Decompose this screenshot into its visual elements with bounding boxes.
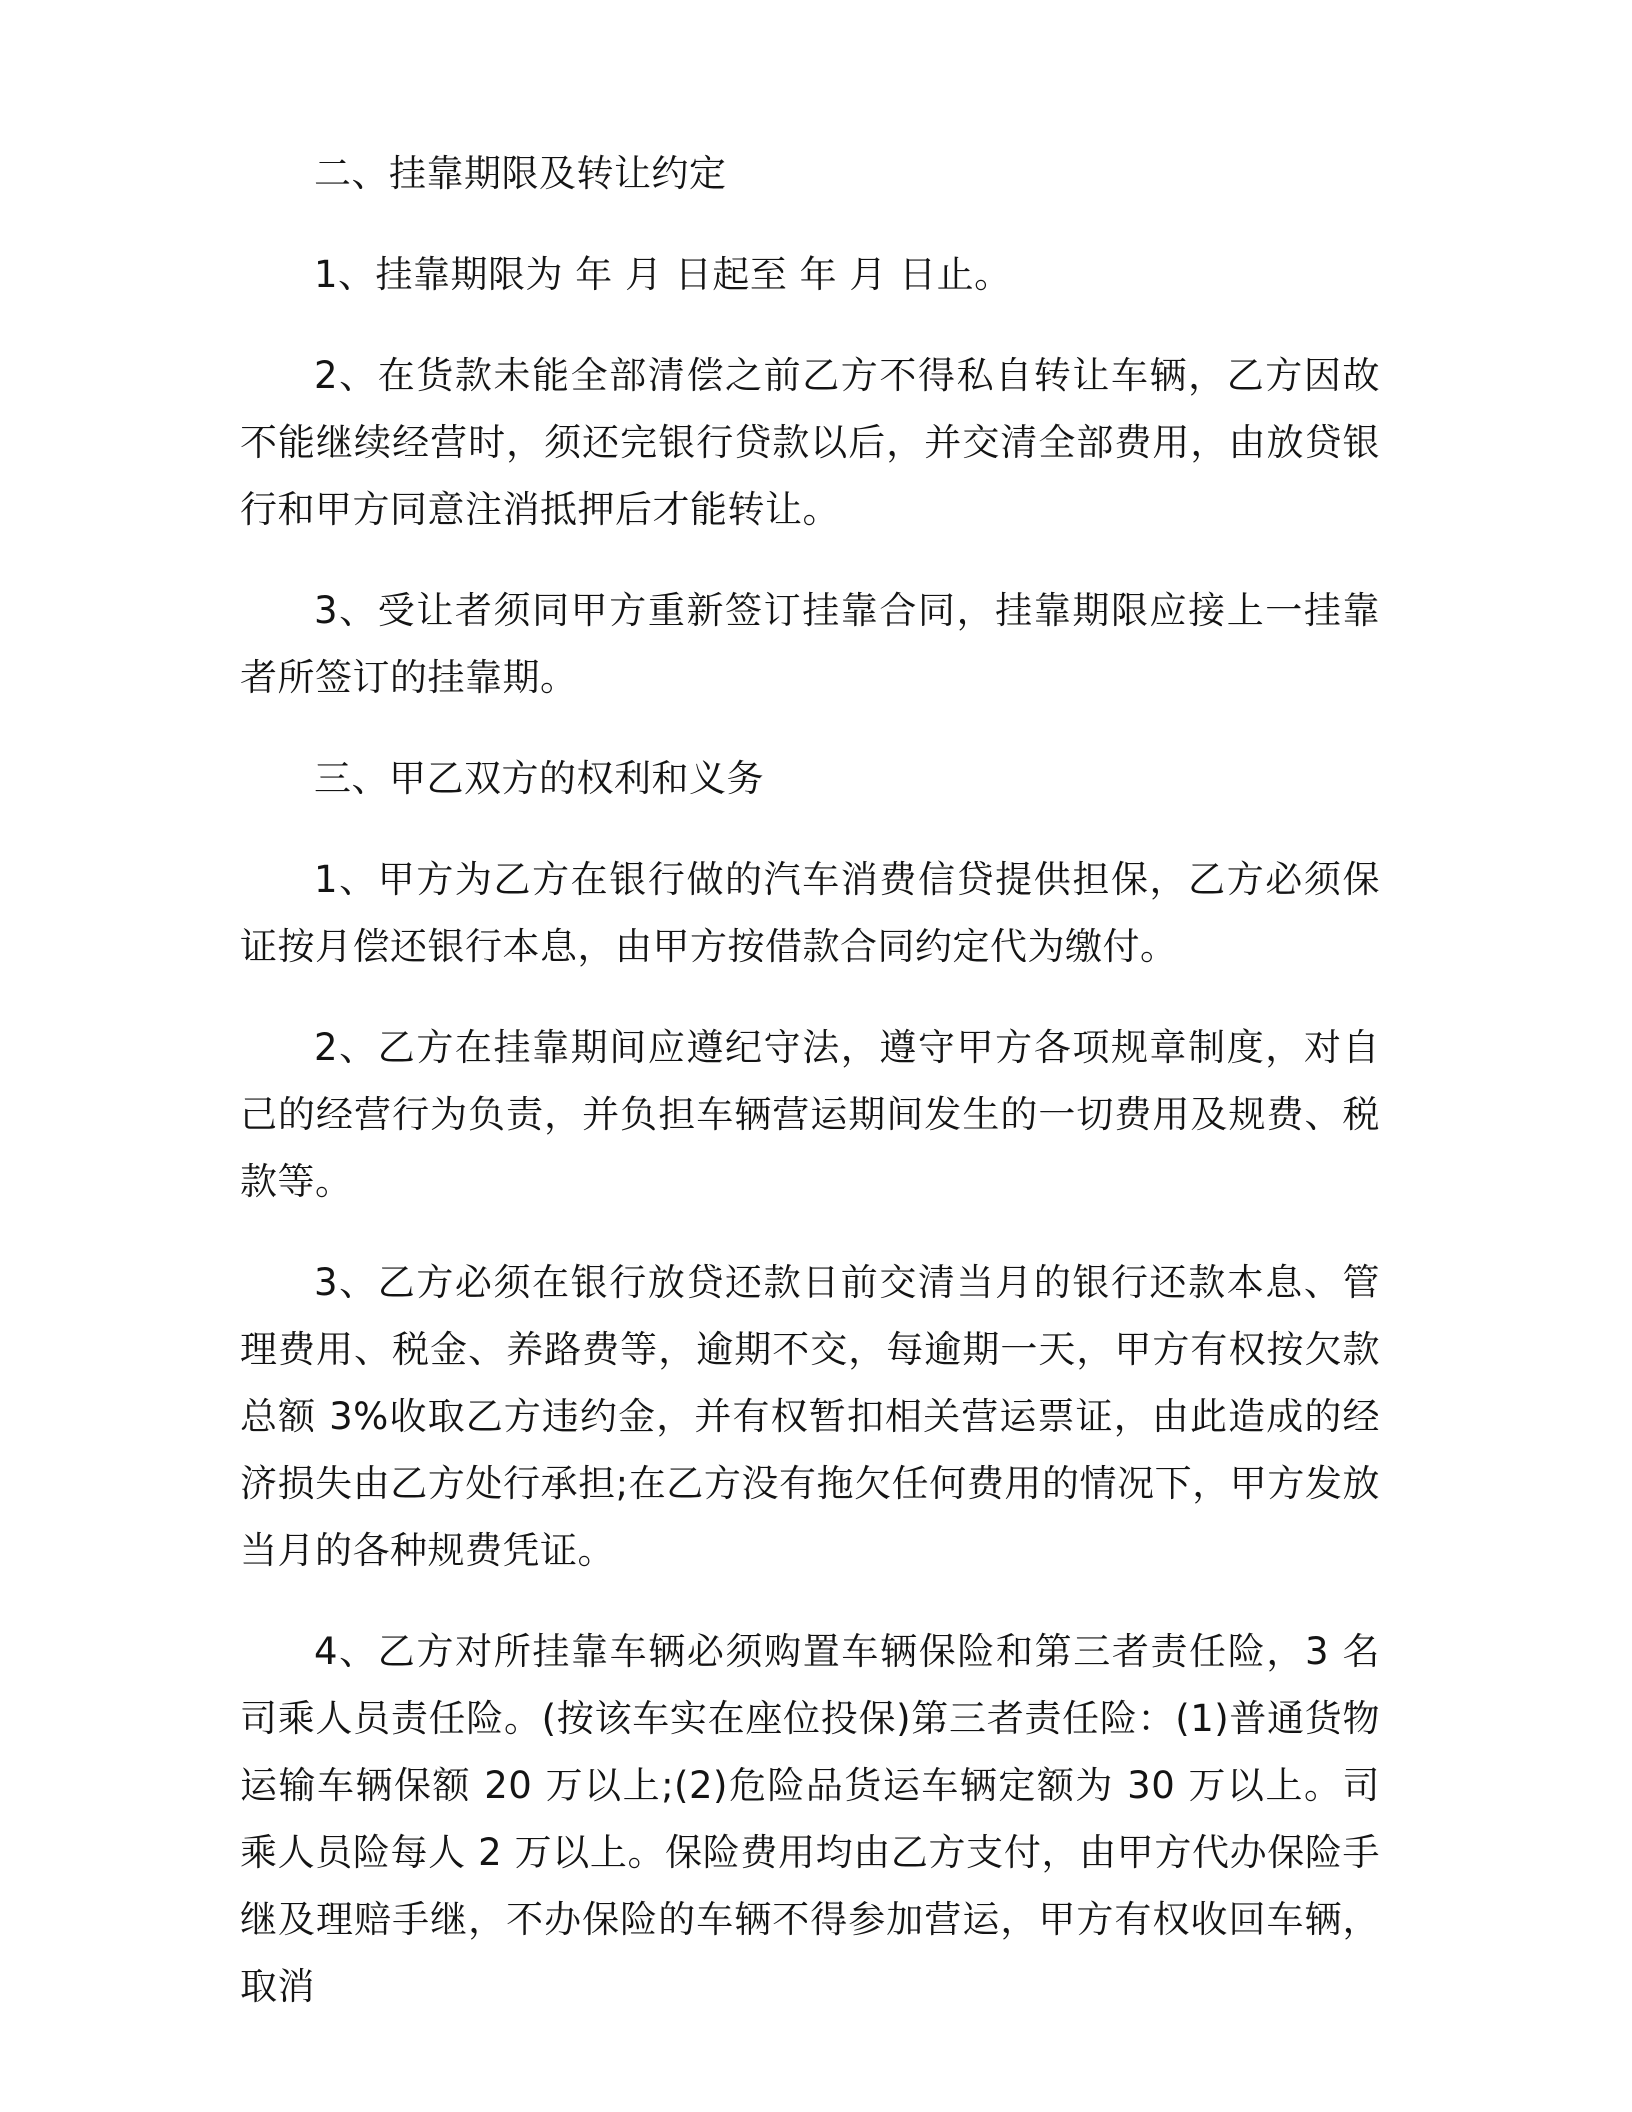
section-heading-3: 三、甲乙双方的权利和义务 [314, 757, 764, 800]
section-heading-2: 二、挂靠期限及转让约定 [314, 152, 727, 195]
clause-2-3: 3、受让者须同甲方重新签订挂靠合同，挂靠期限应接上一挂靠者所签订的挂靠期。 [240, 589, 1380, 699]
clause-3-2: 2、乙方在挂靠期间应遵纪守法，遵守甲方各项规章制度，对自己的经营行为负责，并负担车辆营运期间发生的一切费用及规费、税款等。 [240, 1026, 1380, 1203]
clause-3-3: 3、乙方必须在银行放贷还款日前交清当月的银行还款本息、管理费用、税金、养路费等，逾期不交，每逾期一天，甲方有权按欠款总额 3%收取乙方违约金，并有权暂扣相关营运票证，由此造成的经济损失由乙方处行承担;在乙方没有拖欠任何费用的情况下，甲方发放当月的各种规费凭证。 [240, 1261, 1380, 1572]
clause-3-1: 1、甲方为乙方在银行做的汽车消费信贷提供担保，乙方必须保证按月偿还银行本息，由甲方按借款合同约定代为缴付。 [240, 858, 1380, 968]
clause-2-1: 1、挂靠期限为 年 月 日起至 年 月 日止。 [314, 253, 1012, 296]
clause-3-4: 4、乙方对所挂靠车辆必须购置车辆保险和第三者责任险，3 名司乘人员责任险。(按该车实在座位投保)第三者责任险：(1)普通货物运输车辆保额 20 万以上;(2)危险品货运车辆定额为 30 万以上。司乘人员险每人 2 万以上。保险费用均由乙方支付，由甲方代办保险手继及理赔手继，不办保险的车辆不得参加营运，甲方有权收回车辆，取消 [240, 1630, 1380, 2008]
document-page [240, 140, 1380, 2054]
clause-2-2: 2、在货款未能全部清偿之前乙方不得私自转让车辆，乙方因故不能继续经营时，须还完银行贷款以后，并交清全部费用，由放贷银行和甲方同意注消抵押后才能转让。 [240, 354, 1380, 531]
